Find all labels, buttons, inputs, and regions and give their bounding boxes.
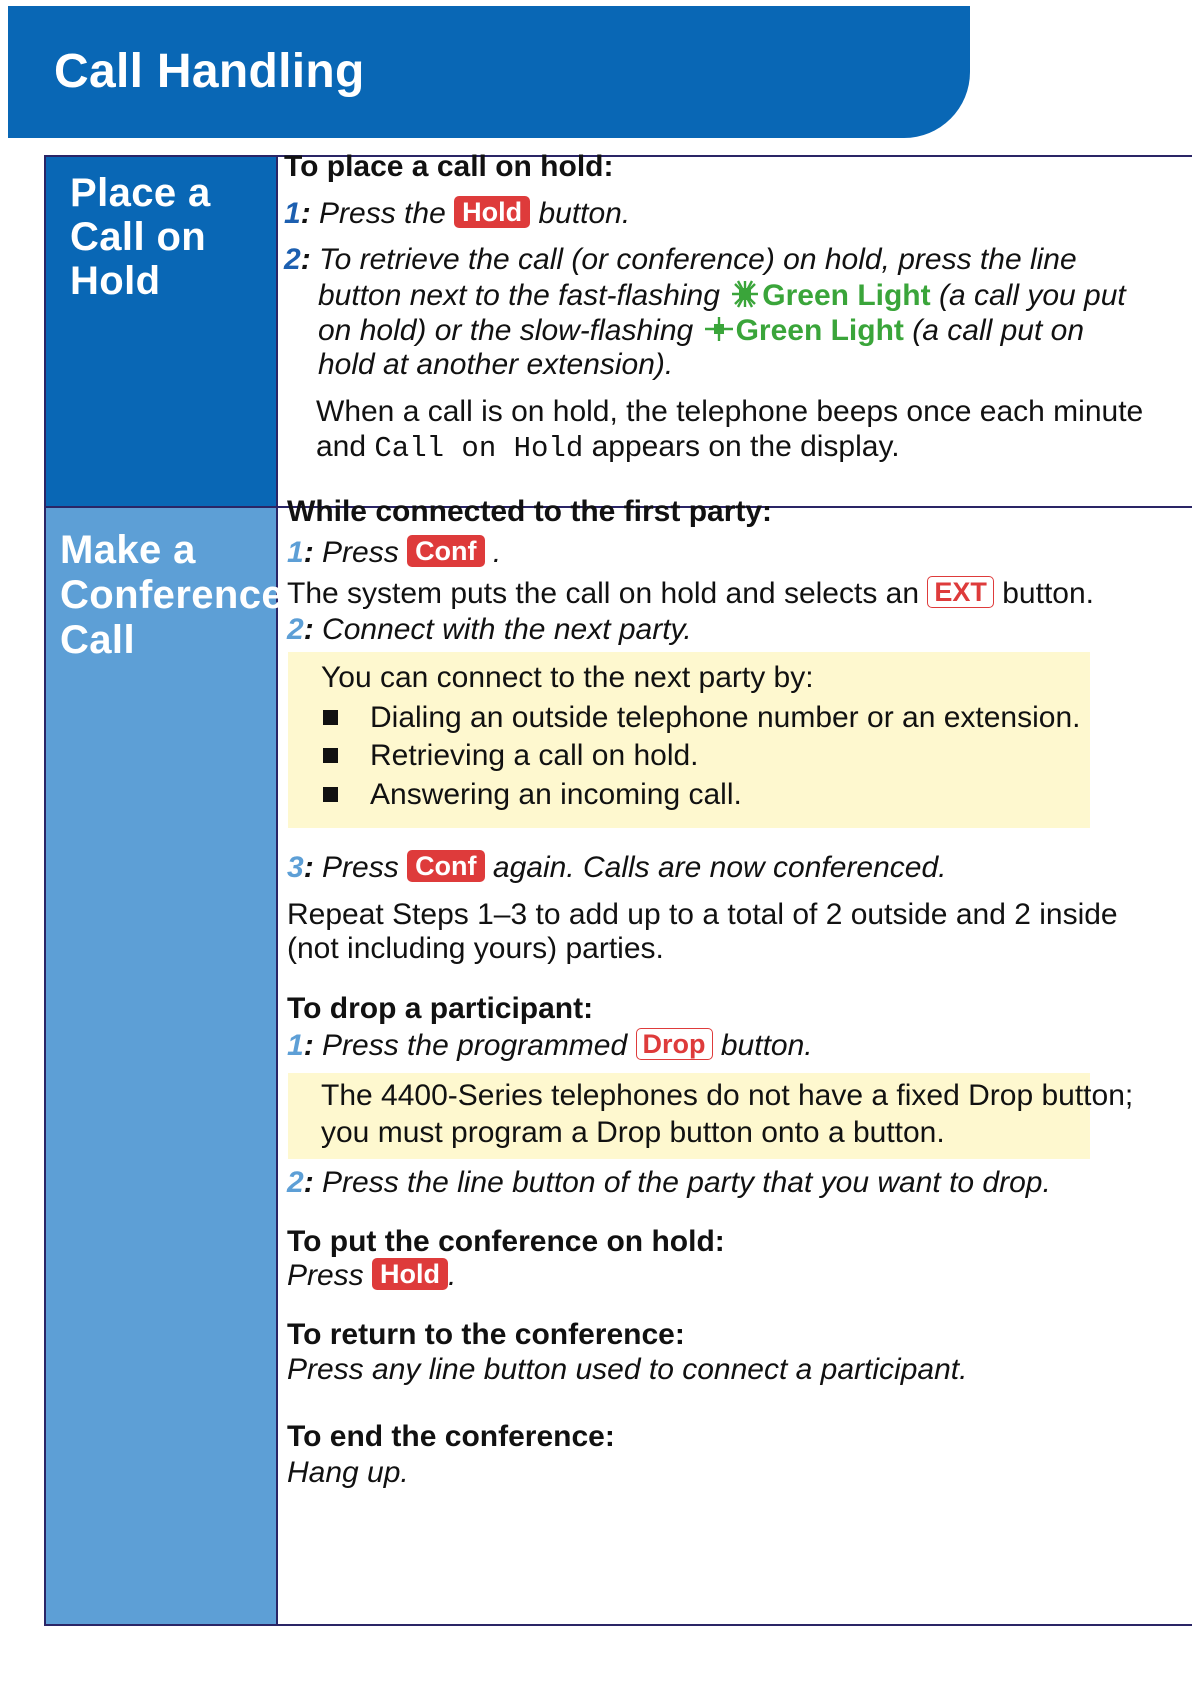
conf-key: Conf bbox=[407, 535, 484, 567]
step-number: 1 bbox=[287, 1029, 304, 1062]
hold-key: Hold bbox=[372, 1258, 448, 1290]
bullet-icon bbox=[323, 748, 338, 763]
step-text: (a call put on bbox=[912, 314, 1085, 347]
repeat-line-2: (not including yours) parties. bbox=[287, 932, 664, 965]
slow-flash-light-icon bbox=[702, 314, 736, 344]
conference-heading-2: To drop a participant: bbox=[287, 992, 594, 1025]
conference-heading-3: To put the conference on hold: bbox=[287, 1225, 725, 1258]
hold-section-title: Place a Call on Hold bbox=[70, 171, 211, 303]
hold-step-2-line2 bbox=[318, 278, 1126, 314]
conference-heading-5: To end the conference: bbox=[287, 1420, 615, 1453]
conference-heading-4: To return to the conference: bbox=[287, 1318, 685, 1351]
step-text: Press bbox=[322, 851, 399, 884]
drop-key: Drop bbox=[636, 1028, 713, 1060]
system-text: The system puts the call on hold and selects an bbox=[287, 577, 920, 610]
green-light-fast: Green Light bbox=[762, 279, 931, 312]
note-drop-line2: you must program a Drop button onto a button. bbox=[321, 1116, 945, 1149]
system-line bbox=[287, 576, 1094, 612]
hold-key: Hold bbox=[454, 196, 530, 228]
conference-step-1: 1: Press Conf . bbox=[287, 536, 502, 569]
bullet-icon bbox=[323, 710, 338, 725]
step-number: 3 bbox=[287, 851, 304, 884]
step-number: 2 bbox=[287, 613, 304, 646]
display-text: Call on Hold bbox=[374, 432, 584, 465]
hold-info-line1: When a call is on hold, the telephone beeps once each minute bbox=[316, 395, 1144, 428]
step-text: Press the line button of the party that you want to drop. bbox=[322, 1166, 1051, 1199]
info-text: appears on the display. bbox=[591, 430, 900, 463]
step-number: 1 bbox=[284, 197, 301, 230]
conference-sidebar bbox=[44, 508, 285, 1624]
conference-step-3: 3: Press Conf again. Calls are now conferenced. bbox=[287, 851, 947, 884]
note-item: Retrieving a call on hold. bbox=[370, 739, 699, 772]
hold-sidebar bbox=[44, 157, 278, 508]
return-text: Press any line button used to connect a participant. bbox=[287, 1353, 968, 1386]
step-text: Press bbox=[322, 536, 399, 569]
step-text: Press bbox=[287, 1259, 364, 1292]
step-text: (a call you put bbox=[938, 279, 1126, 312]
system-text: button. bbox=[1002, 577, 1094, 610]
hold-step-1: 1: Press the Hold button. bbox=[284, 197, 631, 230]
hold-step-2-line1: 2: To retrieve the call (or conference) on hold, press the line bbox=[284, 243, 1077, 276]
drop-step-1: 1: Press the programmed Drop button. bbox=[287, 1029, 813, 1062]
green-light-slow: Green Light bbox=[735, 314, 904, 347]
conference-heading-1: While connected to the first party: bbox=[287, 495, 773, 528]
repeat-line-1: Repeat Steps 1–3 to add up to a total of 2 outside and 2 inside bbox=[287, 898, 1118, 931]
hold-heading: To place a call on hold: bbox=[284, 150, 614, 183]
hold-info-line2 bbox=[316, 429, 900, 467]
step-text: Connect with the next party. bbox=[322, 613, 692, 646]
step-text: To retrieve the call (or conference) on hold, press the line bbox=[319, 243, 1077, 276]
step-text: Press the bbox=[319, 197, 446, 230]
note-intro: You can connect to the next party by: bbox=[321, 661, 814, 694]
note-item: Dialing an outside telephone number or an extension. bbox=[370, 701, 1081, 734]
bullet-icon bbox=[323, 787, 338, 802]
note-item: Answering an incoming call. bbox=[370, 778, 742, 811]
step-text: . bbox=[492, 536, 502, 569]
conference-section-title: Make a Conference Call bbox=[60, 528, 285, 662]
fast-flash-light-icon bbox=[728, 279, 762, 309]
step-number: 2 bbox=[284, 243, 301, 276]
ext-key: EXT bbox=[927, 576, 994, 608]
header-banner bbox=[8, 6, 970, 138]
end-text: Hang up. bbox=[287, 1456, 409, 1489]
step-number: 1 bbox=[287, 536, 304, 569]
hold-step-2-line4: hold at another extension). bbox=[318, 348, 674, 381]
step-text: button next to the fast-flashing bbox=[318, 279, 720, 312]
conference-hold-line bbox=[287, 1258, 456, 1294]
step-text: on hold) or the slow-flashing bbox=[318, 314, 694, 347]
hold-step-2-line3 bbox=[318, 313, 1084, 349]
step-text: Press the programmed bbox=[322, 1029, 628, 1062]
conf-key: Conf bbox=[407, 850, 484, 882]
drop-step-2: 2: Press the line button of the party that you want to drop. bbox=[287, 1166, 1051, 1199]
step-number: 2 bbox=[287, 1166, 304, 1199]
info-text: and bbox=[316, 430, 367, 463]
step-text: button. bbox=[538, 197, 631, 230]
conference-step-2: 2: Connect with the next party. bbox=[287, 613, 692, 646]
note-drop-line1: The 4400-Series telephones do not have a fixed Drop button; bbox=[321, 1079, 1134, 1112]
step-text: . bbox=[448, 1259, 457, 1292]
page-title: Call Handling bbox=[54, 45, 365, 98]
step-text: button. bbox=[720, 1029, 813, 1062]
step-text: again. Calls are now conferenced. bbox=[492, 851, 947, 884]
